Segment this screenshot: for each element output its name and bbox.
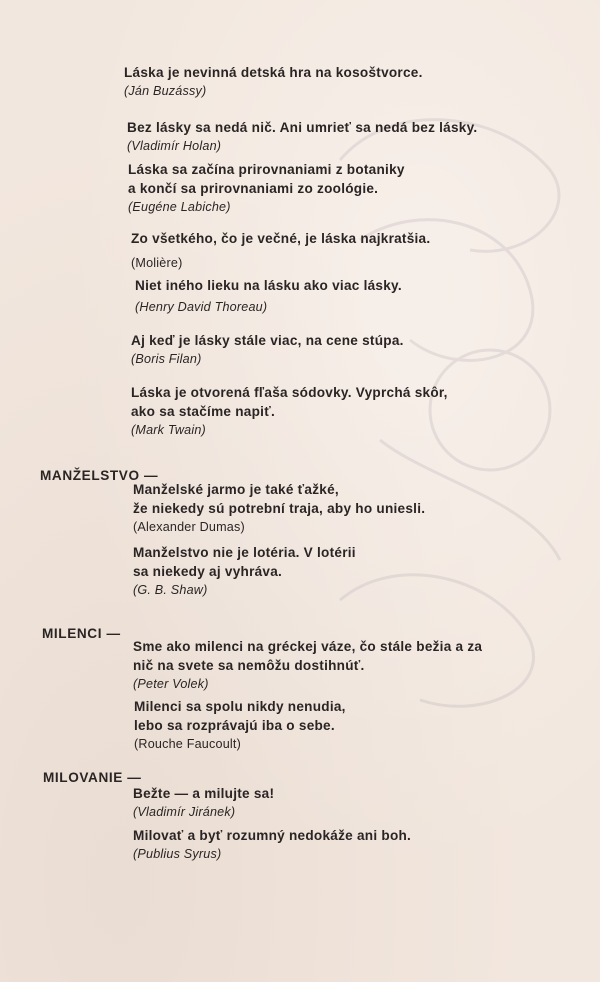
quote-author: (Peter Volek) — [133, 677, 209, 691]
quote-block — [127, 118, 477, 155]
quote-block — [128, 160, 405, 216]
quote-line: sa niekedy aj vyhráva. — [133, 564, 283, 579]
quote-line: Zo všetkého, čo je večné, je láska najkratšia. — [131, 231, 431, 246]
quote-block — [133, 784, 274, 821]
quote-author: (Ján Buzássy) — [124, 84, 207, 98]
quote-author: (Vladimír Jiránek) — [133, 805, 236, 819]
quote-line: a končí sa prirovnaniami zo zoológie. — [128, 181, 379, 196]
quote-author: (G. B. Shaw) — [133, 583, 208, 597]
quote-author: (Alexander Dumas) — [133, 520, 245, 534]
quote-author: (Eugéne Labiche) — [128, 200, 231, 214]
quote-line: Milovať a byť rozumný nedokáže ani boh. — [133, 828, 412, 843]
quote-author: (Boris Filan) — [131, 352, 202, 366]
quote-line: Láska je otvorená fľaša sódovky. Vyprchá skôr, — [131, 385, 448, 400]
quote-line: Aj keď je lásky stále viac, na cene stúpa. — [131, 333, 404, 348]
quote-block — [133, 826, 411, 863]
quote-block — [135, 276, 402, 316]
quote-line: ako sa stačíme napiť. — [131, 404, 275, 419]
quote-author: (Publius Syrus) — [133, 847, 222, 861]
section-heading-milovanie: MILOVANIE — — [43, 770, 142, 785]
quote-block — [131, 229, 430, 272]
quote-block — [131, 331, 404, 368]
quote-block — [134, 697, 346, 753]
quote-block — [133, 637, 482, 693]
quote-author: (Mark Twain) — [131, 423, 206, 437]
quote-line: Manželstvo nie je lotéria. V lotérii — [133, 545, 356, 560]
quote-line: nič na svete sa nemôžu dostihnúť. — [133, 658, 365, 673]
quote-line: Niet iného lieku na lásku ako viac lásky. — [135, 278, 402, 293]
quote-block — [133, 480, 425, 536]
section-heading-milenci: MILENCI — — [42, 626, 121, 641]
quote-block — [133, 543, 356, 599]
section-heading-manzelstvo: MANŽELSTVO — — [40, 468, 159, 483]
quote-line: Manželské jarmo je také ťažké, — [133, 482, 339, 497]
quote-line: Bežte — a milujte sa! — [133, 786, 275, 801]
quote-author: (Rouche Faucoult) — [134, 737, 241, 751]
quote-author: (Molière) — [131, 256, 183, 270]
quote-line: Láska sa začína prirovnaniami z botaniky — [128, 162, 405, 177]
quote-line: že niekedy sú potrební traja, aby ho uniesli. — [133, 501, 426, 516]
quote-line: Bez lásky sa nedá nič. Ani umrieť sa nedá bez lásky. — [127, 120, 478, 135]
quote-line: lebo sa rozprávajú iba o sebe. — [134, 718, 335, 733]
quote-line: Láska je nevinná detská hra na kosoštvorce. — [124, 65, 423, 80]
quote-block — [131, 383, 448, 439]
quote-author: (Henry David Thoreau) — [135, 300, 268, 314]
quote-author: (Vladimír Holan) — [127, 139, 222, 153]
quote-block — [124, 63, 423, 100]
quote-line: Milenci sa spolu nikdy nenudia, — [134, 699, 346, 714]
quote-line: Sme ako milenci na gréckej váze, čo stále bežia a za — [133, 639, 483, 654]
